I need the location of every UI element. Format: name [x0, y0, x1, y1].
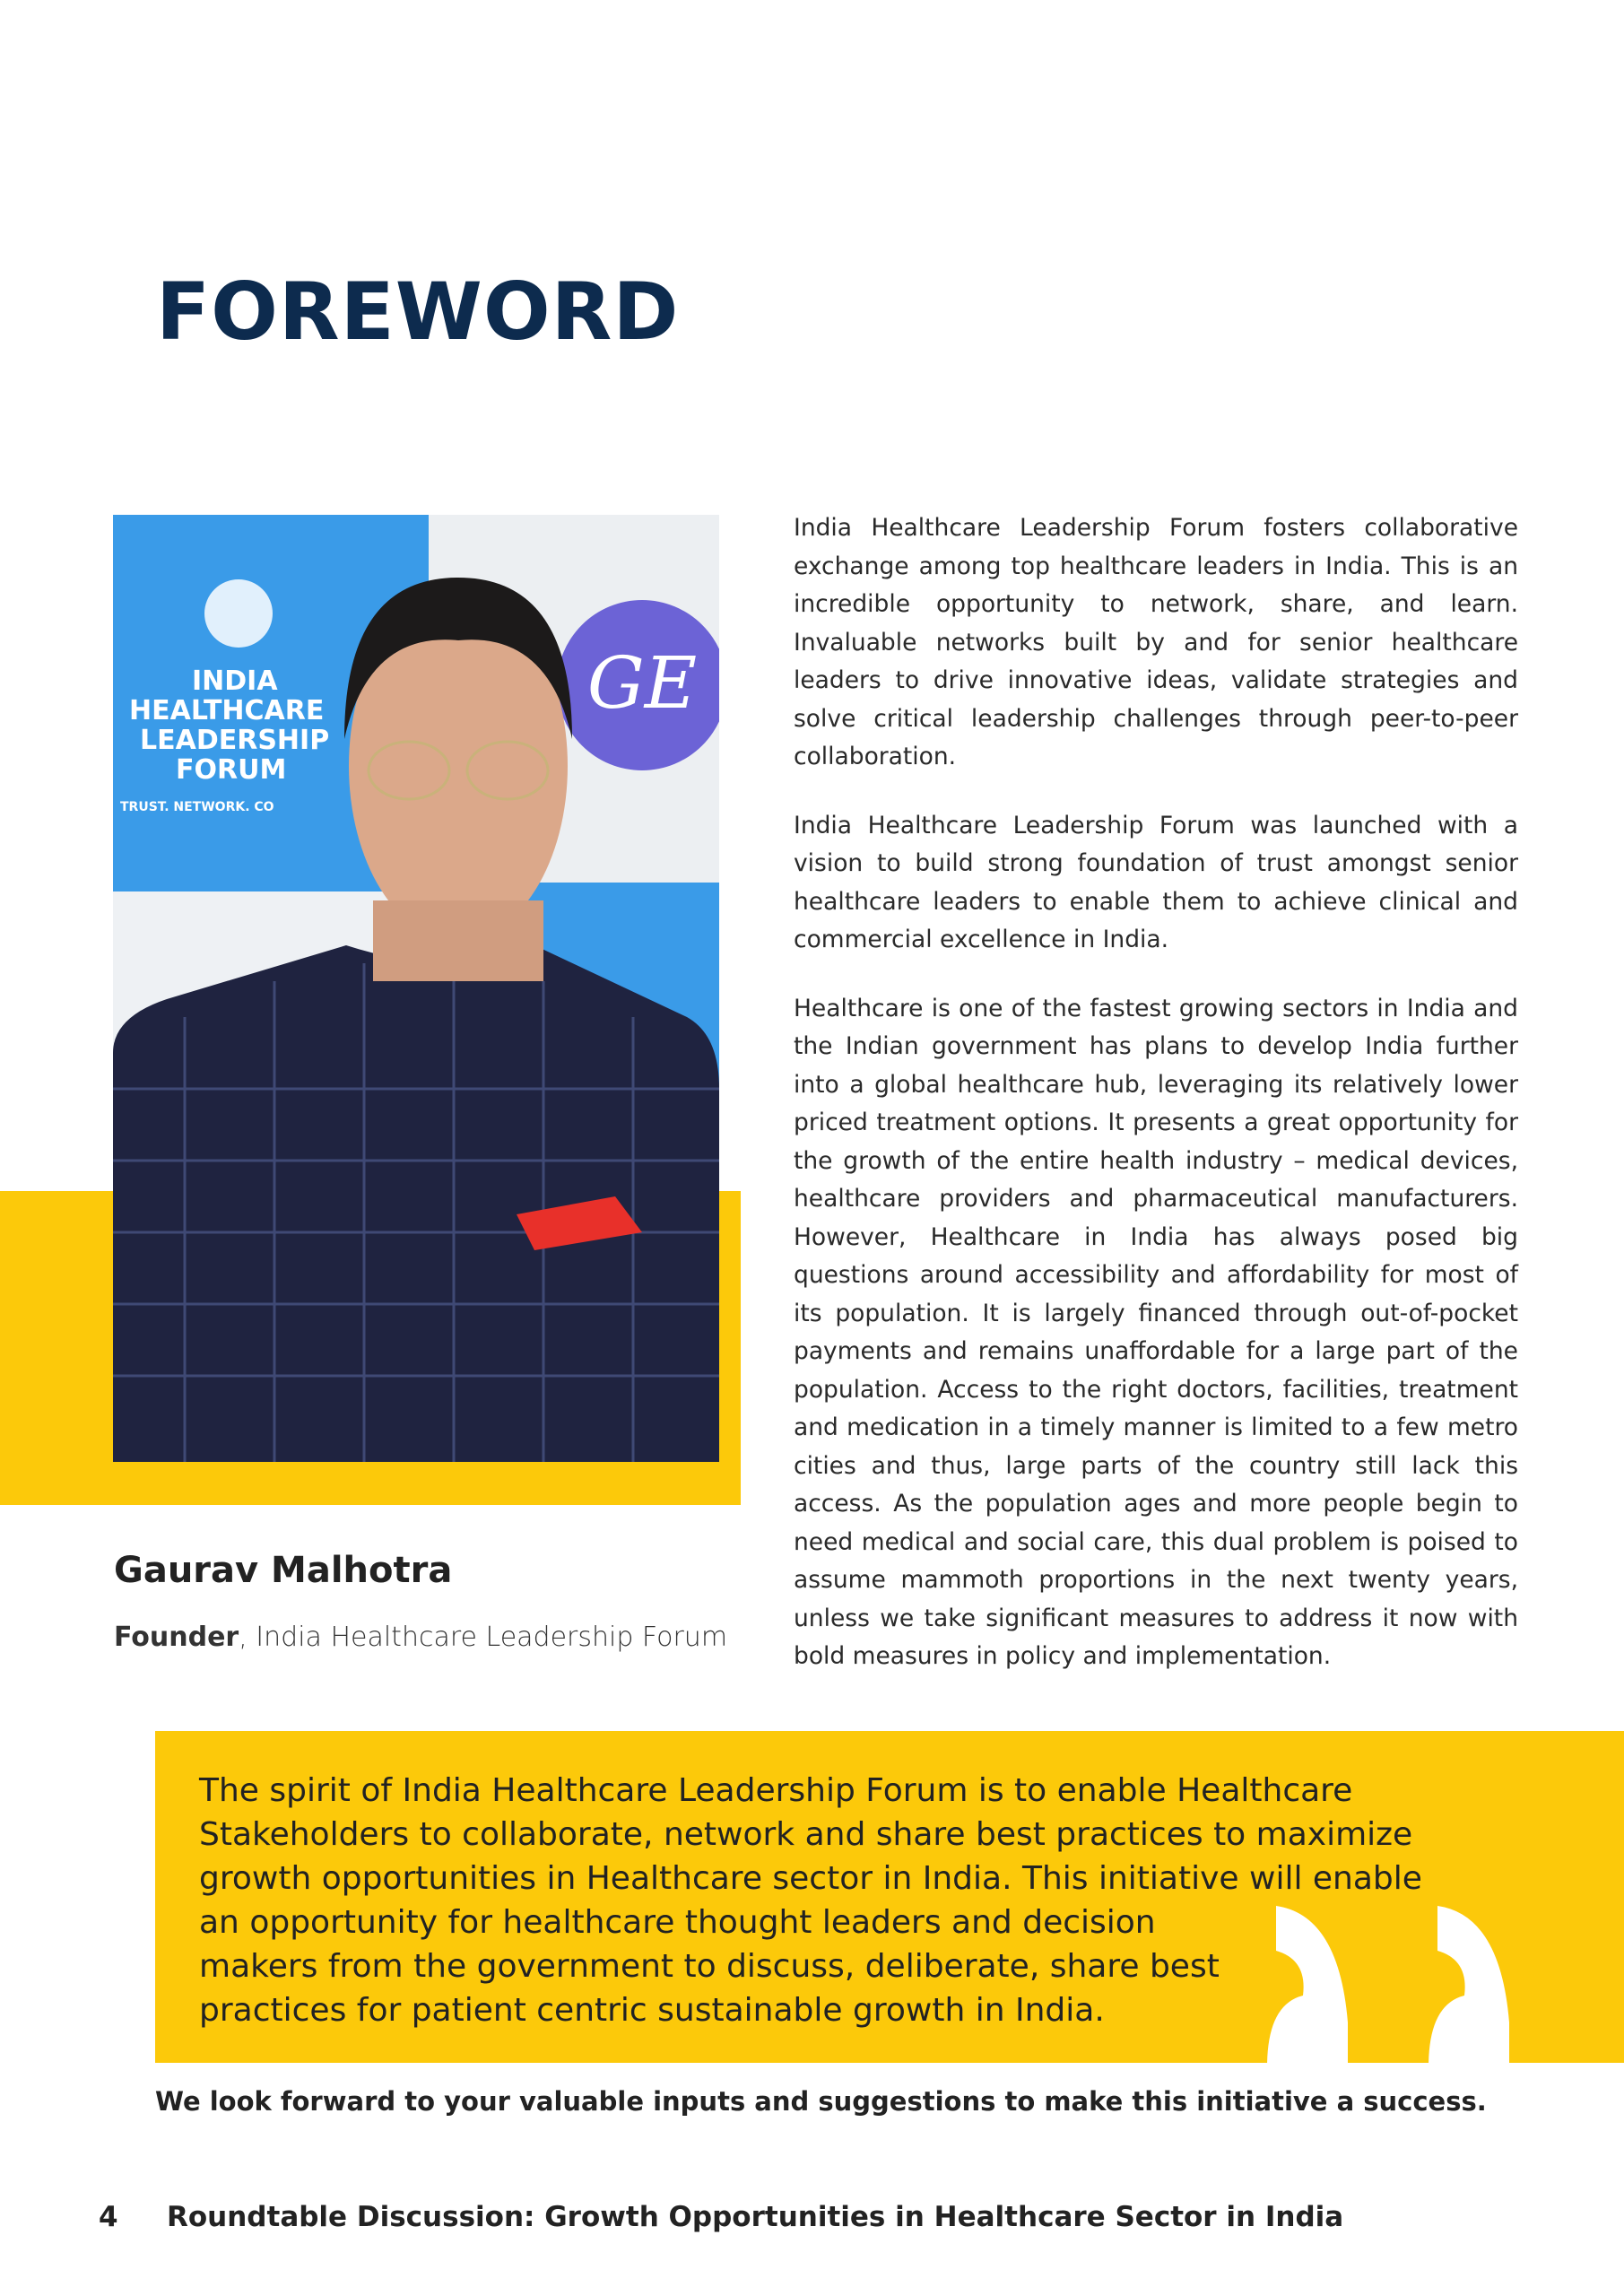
quote-line: practices for patient centric sustainable growth in India. — [199, 1992, 1105, 2029]
quote-line: Stakeholders to collaborate, network and share best practices to maximize — [199, 1816, 1413, 1853]
portrait-photo — [113, 515, 719, 1462]
foreword-body — [794, 509, 1518, 1707]
role-title: Founder — [114, 1622, 239, 1653]
page-number: 4 — [99, 2201, 118, 2233]
paragraph: India Healthcare Leadership Forum was launched with a vision to build strong foundation of trust amongst senior healthcare leaders to enable them to achieve clinical and commercial excellence in India. — [794, 811, 1518, 953]
quote-box — [155, 1731, 1624, 2063]
paragraph: Healthcare is one of the fastest growing sectors in India and the Indian government has plans to develop India further into a global healthcare hub, leveraging its relatively lower priced treatment options. It presents a great opportunity for the growth of the entire health industry – medical devices, healthcare providers and pharmaceutical manufacturers. However, Healthcare in India has always posed big questions around accessibility and affordability for most of its population. It is largely financed through out-of-pocket payments and remains unaffordable for a large part of the population. Access to the right doctors, facilities, treatment and medication in a timely manner is limited to a few metro cities and thus, large parts of the country still lack this access. As the population ages and more people begin to need medical and social care, this dual problem is poised to assume mammoth proportions in the next twenty years, unless we take significant measures to address it now with bold measures in policy and implementation. — [794, 994, 1518, 1670]
closing-statement: We look forward to your valuable inputs and suggestions to make this initiative a success. — [155, 2086, 1487, 2117]
quote-line: makers from the government to discuss, deliberate, share best — [199, 1948, 1220, 1985]
author-role — [114, 1622, 727, 1653]
svg-text:HEALTHCARE: HEALTHCARE — [129, 695, 325, 726]
quote-line: The spirit of India Healthcare Leadership Forum is to enable Healthcare — [199, 1772, 1353, 1809]
paragraph: India Healthcare Leadership Forum fosters collaborative exchange among top healthcare leaders in India. This is an incredible opportunity to network, share, and learn. Invaluable networks built by and for senior healthcare leaders to drive innovative ideas, validate strategies and solve critical leadership challenges through peer-to-peer collaboration. — [794, 514, 1518, 770]
quote-line: growth opportunities in Healthcare sector in India. This initiative will enable — [199, 1860, 1422, 1897]
svg-text:TRUST. NETWORK. CO: TRUST. NETWORK. CO — [120, 800, 274, 814]
page-title: FOREWORD — [156, 265, 680, 358]
role-organization: , India Healthcare Leadership Forum — [239, 1622, 728, 1653]
author-name: Gaurav Malhotra — [114, 1550, 453, 1591]
quote-line: an opportunity for healthcare thought leaders and decision — [199, 1904, 1156, 1941]
closing-quote-icon — [1267, 1906, 1572, 2063]
svg-text:FORUM: FORUM — [176, 754, 287, 786]
svg-text:INDIA: INDIA — [192, 665, 278, 697]
svg-text:GE: GE — [586, 641, 698, 725]
svg-text:LEADERSHIP: LEADERSHIP — [140, 725, 330, 756]
footer-title: Roundtable Discussion: Growth Opportunities in Healthcare Sector in India — [167, 2201, 1344, 2233]
